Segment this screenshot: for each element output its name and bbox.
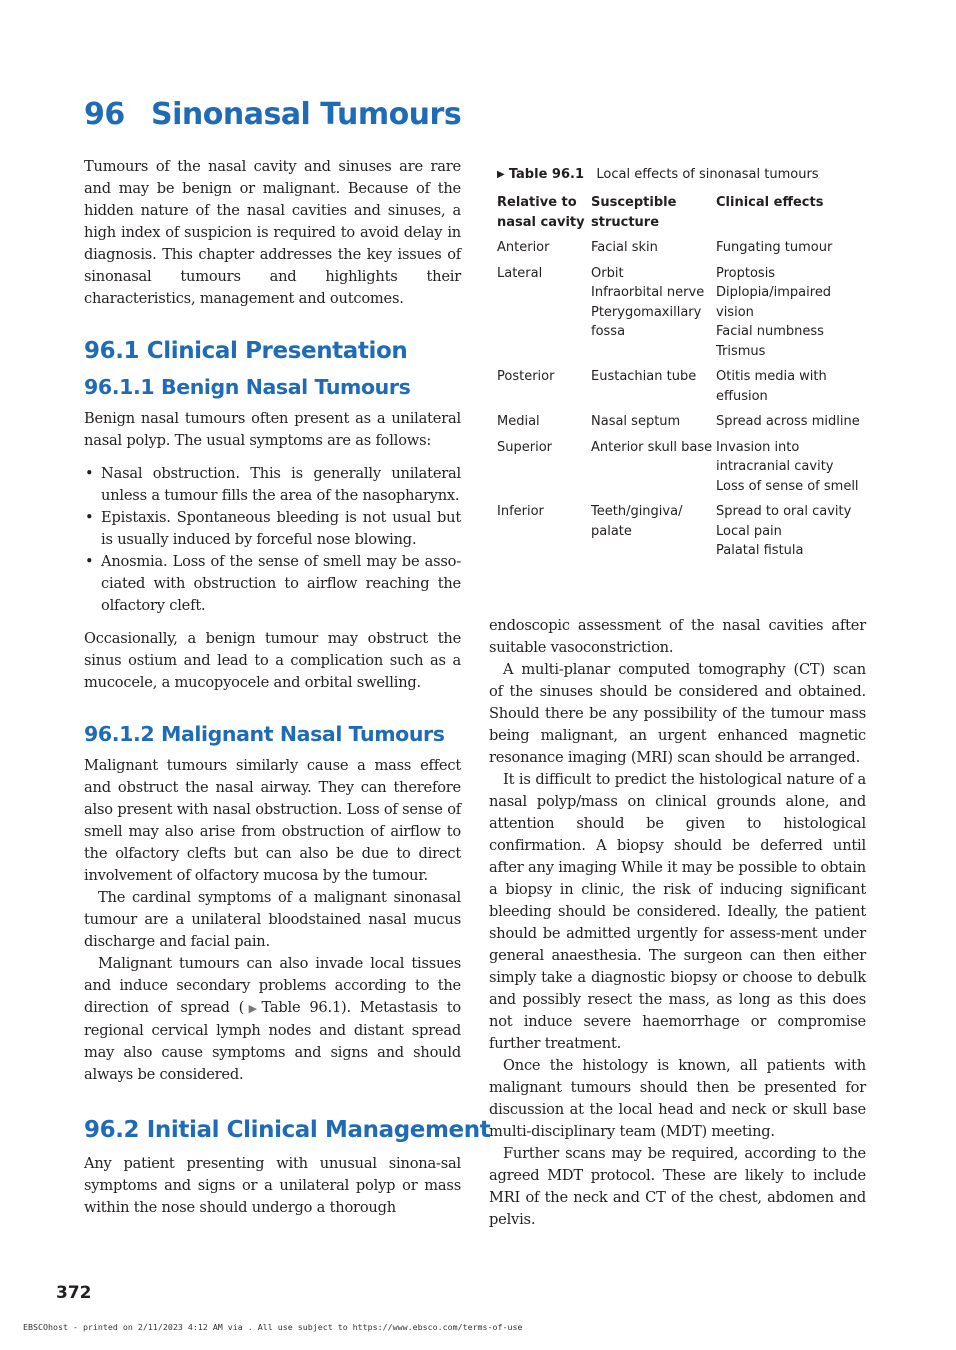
management-paragraph-2: A multi-planar computed tomography (CT) scan of the sinuses should be considered and obtained. Should there be any possibility of the tumour mass being malignant, an urgent enhanced magnetic resonance imaging (MRI) scan should be arranged. <box>489 661 866 766</box>
table-cell-line: Spread to oral cavity <box>716 504 852 519</box>
management-paragraph-4: Once the histology is known, all patients with malignant tumours should then be presented for discussion at the local head and neck or skull base multi-disciplinary team (MDT) meeting. <box>489 1057 866 1140</box>
table-cell-effects <box>716 264 869 368</box>
table-label: Table 96.1 <box>508 167 584 182</box>
table-row <box>497 502 869 567</box>
table-cell-line: Pterygomaxillary fossa <box>591 304 702 339</box>
table-cell-line: Invasion into intracranial cavity <box>716 439 834 474</box>
table-cell-line: Fungating tumour <box>716 240 833 255</box>
table-cell-line: Anterior skull base <box>591 439 713 455</box>
table-cell-relative: Anterior <box>497 240 550 255</box>
malignant-paragraph-3: Malignant tumours can also invade local tissues and induce secondary problems according to the direction of spread (▶Table 96.1). Metastasis to regional cervical lymph nodes and distant spread may also cause symptoms and signs and should always be considered. <box>84 955 461 1083</box>
intro-paragraph: Tumours of the nasal cavity and sinuses are rare and may be benign or malignant. Because of the hidden nature of the nasal cavities and sinuses, a high index of suspicion is required to avoid delay in diagnosis. This chapter addresses the key issues of sinonasal tumours and highlights their characteristics, management and outcomes. <box>84 158 461 307</box>
management-paragraph-3: It is difficult to predict the histological nature of a nasal polyp/mass on clinical grounds alone, and attention should be given to histological confirmation. A biopsy should be deferred until after any imaging While it may be possible to obtain a biopsy in clinic, the risk of inducing significant bleeding should be considered. Ideally, the patient should be admitted urgently for assess-ment under general anaesthesia. The surgeon can then either simply take a diagnostic biopsy or choose to debulk and possibly resect the mass, as long as this does not induce severe haemorrhage or compromise further treatment. <box>489 771 866 1052</box>
table-cell-line: Otitis media with effusion <box>716 369 827 404</box>
left-column <box>84 156 491 1219</box>
table-cell-line: Facial numbness <box>716 324 824 339</box>
table-row <box>497 238 869 264</box>
chapter-title-text: Sinonasal Tumours <box>151 97 462 132</box>
table-caption-text: Local effects of sinonasal tumours <box>596 167 819 182</box>
table-cell-structure <box>591 238 716 264</box>
table-reference-link[interactable]: ▶Table 96.1 <box>244 999 342 1016</box>
list-item: • Nasal obstruction. This is generally unilateral unless a tumour fills the area of the nasopharynx. <box>85 465 461 504</box>
table-cell-line: Eustachian tube <box>591 369 697 384</box>
table-96-1 <box>497 165 869 567</box>
table-cell-structure <box>591 264 716 368</box>
table-cell-line: Teeth/gingiva/ palate <box>591 504 683 539</box>
table-caption <box>497 165 869 185</box>
table-cell-relative: Medial <box>497 414 540 429</box>
management-paragraph-1-continued: endoscopic assessment of the nasal cavities after suitable vasoconstriction. <box>489 617 866 656</box>
table-cell-structure <box>591 412 716 438</box>
section-heading-clinical-presentation: 96.1 Clinical Presentation <box>84 338 408 364</box>
subsection-heading-malignant: 96.1.2 Malignant Nasal Tumours <box>84 722 445 746</box>
table-header-cell: Susceptible structure <box>591 195 677 230</box>
benign-intro-paragraph: Benign nasal tumours often present as a unilateral nasal polyp. The usual symptoms are as follows: <box>84 410 461 449</box>
table-cell-line: Facial skin <box>591 240 658 255</box>
table-cell-relative: Lateral <box>497 265 543 281</box>
table-row <box>497 438 869 503</box>
chapter-number: 96 <box>84 97 125 132</box>
table-cell-line: Spread across midline <box>716 414 860 429</box>
table-cell-line: Palatal fistula <box>716 543 804 558</box>
footer-note: EBSCOhost - printed on 2/11/2023 4:12 AM via . All use subject to https://www.ebsco.com/terms-of-use <box>23 1322 523 1332</box>
management-paragraph-1: Any patient presenting with unusual sinona-sal symptoms and signs or a unilateral polyp or mass within the nose should undergo a thorough <box>84 1155 461 1216</box>
table-row <box>497 367 869 412</box>
table-header-row <box>497 193 869 238</box>
table-cell-line: Diplopia/impaired vision <box>716 285 832 320</box>
right-column <box>489 615 866 1231</box>
table-cell-line: Nasal septum <box>591 414 681 429</box>
malignant-paragraph-2: The cardinal symptoms of a malignant sinonasal tumour are a unilateral bloodstained nasal mucus discharge and facial pain. <box>84 889 461 950</box>
table-cell-effects <box>716 438 869 503</box>
table-cell-line: Local pain <box>716 523 782 539</box>
effects-table <box>497 193 869 567</box>
table-header-cell: Clinical effects <box>716 195 824 210</box>
table-cell-line: Proptosis <box>716 265 776 281</box>
table-cell-relative: Posterior <box>497 369 555 384</box>
table-header-cell: Relative to nasal cavity <box>497 195 585 230</box>
table-cell-structure <box>591 502 716 567</box>
symptom-list <box>84 463 461 617</box>
list-item: • Anosmia. Loss of the sense of smell may be asso-ciated with obstruction to airflow reaching the olfactory cleft. <box>85 553 461 614</box>
table-row <box>497 412 869 438</box>
table-cell-relative: Inferior <box>497 504 544 519</box>
page-number: 372 <box>56 1283 92 1303</box>
table-cell-line: Infraorbital nerve <box>591 285 705 300</box>
table-cell-line: Trismus <box>716 343 766 359</box>
benign-complication-paragraph: Occasionally, a benign tumour may obstruct the sinus ostium and lead to a complication such as a mucocele, a mucopyocele and orbital swelling. <box>84 630 461 691</box>
table-cell-structure <box>591 367 716 412</box>
chapter-title <box>84 97 461 132</box>
table-cell-effects <box>716 238 869 264</box>
list-item: • Epistaxis. Spontaneous bleeding is not usual but is usually induced by forceful nose blowing. <box>85 509 461 548</box>
triangle-icon: ▶ <box>497 169 505 180</box>
section-heading-initial-management: 96.2 Initial Clinical Management <box>84 1117 491 1143</box>
management-paragraph-5: Further scans may be required, according to the agreed MDT protocol. These are likely to include MRI of the neck and CT of the chest, abdomen and pelvis. <box>489 1145 866 1228</box>
table-row <box>497 264 869 368</box>
subsection-heading-benign: 96.1.1 Benign Nasal Tumours <box>84 375 411 399</box>
table-cell-effects <box>716 502 869 567</box>
table-cell-relative: Superior <box>497 439 552 455</box>
table-cell-effects <box>716 367 869 412</box>
table-cell-structure <box>591 438 716 503</box>
table-cell-line: Orbit <box>591 265 624 281</box>
malignant-paragraph-1: Malignant tumours similarly cause a mass effect and obstruct the nasal airway. They can therefore also present with nasal obstruction. Loss of sense of smell may also arise from obstruction of airflow to the olfactory clefts but can also be due to direct involvement of olfactory mucosa by the tumour. <box>84 757 461 884</box>
table-cell-effects <box>716 412 869 438</box>
table-cell-line: Loss of sense of smell <box>716 478 859 494</box>
triangle-icon: ▶ <box>244 1002 262 1015</box>
